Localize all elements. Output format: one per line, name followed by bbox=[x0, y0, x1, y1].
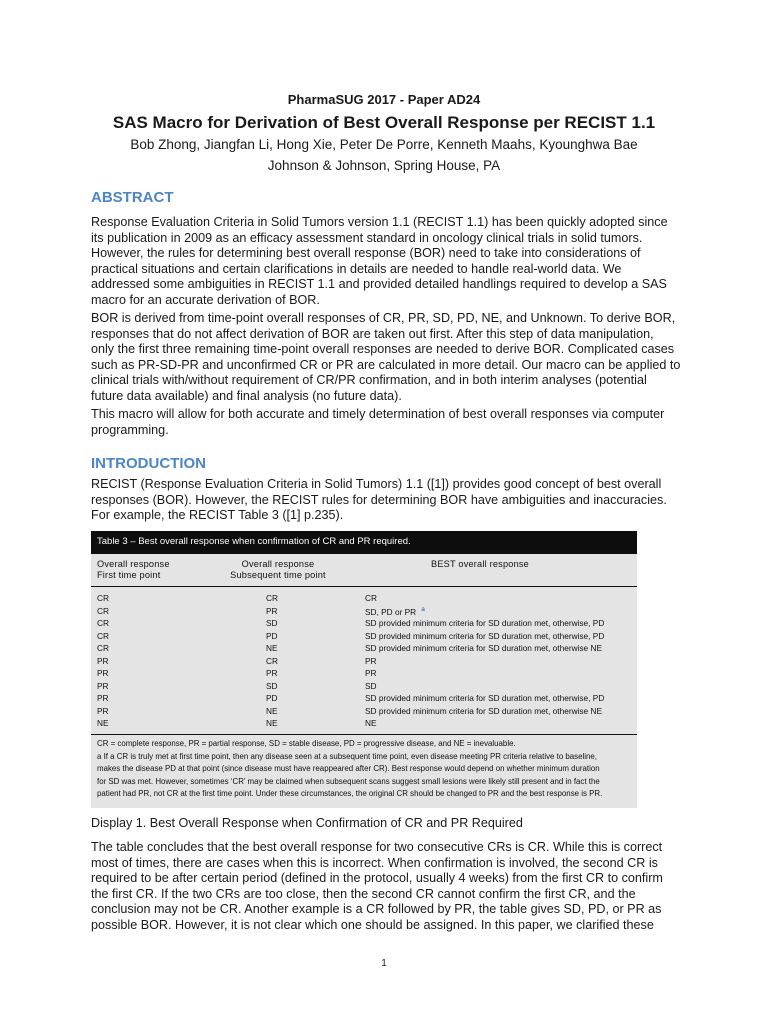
introduction-heading: INTRODUCTION bbox=[91, 455, 206, 472]
table-row: PR NE SD provided minimum criteria for SD duration met, otherwise NE bbox=[97, 705, 603, 716]
abstract-heading: ABSTRACT bbox=[91, 189, 174, 206]
table-header-rule bbox=[91, 586, 637, 587]
table-title-bar bbox=[91, 531, 637, 554]
table-footnote-a: a If a CR is truly met at first time point, then any disease seen at a subsequent time point, even disease meeting PR criteria relative to baseline, bbox=[97, 751, 597, 761]
table-row: CR NE SD provided minimum criteria for SD duration met, otherwise NE bbox=[97, 643, 603, 653]
column-header-first-time-point: Overall response First time point bbox=[97, 559, 170, 580]
page-number: 1 bbox=[381, 958, 387, 969]
table-title: Table 3 – Best overall response when confirmation of CR and PR required. bbox=[97, 536, 411, 547]
table-footnote-abbreviations: CR = complete response, PR = partial response, SD = stable disease, PD = progressive disease, and NE = inevaluable. bbox=[97, 739, 516, 748]
table-row: CR SD SD provided minimum criteria for SD duration met, otherwise, PD bbox=[97, 618, 605, 628]
recist-table-3 bbox=[91, 531, 637, 808]
table-row: CR CR CR bbox=[97, 593, 377, 603]
paper-title: SAS Macro for Derivation of Best Overall Response per RECIST 1.1 bbox=[112, 113, 656, 132]
table-row: CR PD SD provided minimum criteria for SD duration met, otherwise, PD bbox=[97, 630, 605, 641]
table-footnote-a-line: patient had PR, not CR at the first time point. Under these circumstances, the original CR should be changed to PR and the best response is PR. bbox=[97, 789, 603, 798]
table-row: PR CR PR bbox=[97, 655, 377, 666]
abstract-paragraph-1: Response Evaluation Criteria in Solid Tumors version 1.1 (RECIST 1.1) has been quickly adopted since its publication in 2009 as an efficacy assessment standard in oncology clinical trials in solid tumors. However, the rules for determining best overall response (BOR) need to take into considerations of practical situations and certain clarifications in details are needed to handle real-world data. We addressed some ambiguities in RECIST 1.1 and provided detailed handlings required to develop a SAS macro for an accurate derivation of BOR. bbox=[91, 215, 668, 307]
display-caption: Display 1. Best Overall Response when Confirmation of CR and PR Required bbox=[91, 816, 523, 830]
column-header-best-overall-response: BEST overall response bbox=[431, 559, 529, 569]
table-footnote-a-line: makes the disease PD at that point (since disease must have reappeared after CR). Best response would depend on whether minimum duration bbox=[97, 764, 600, 773]
table-row: PR PR PR bbox=[97, 668, 377, 678]
table-footnote-a-line: for SD was met. However, sometimes ‘CR’ may be claimed when subsequent scans suggest small lesions were likely still present and in fact the bbox=[97, 776, 600, 786]
introduction-paragraph-2: The table concludes that the best overall response for two consecutive CRs is CR. While this is correct most of times, there are cases when this is incorrect. When confirmation is involved, the second CR is required to be after certain period (defined in the protocol, usually 4 weeks) from the first CR to confirm the first CR. If the two CRs are too close, then the second CR cannot confirm the first CR, and the conclusion may not be CR. Another example is a CR followed by PR, the table gives SD, PD, or PR as possible BOR. However, it is not clear which one should be assigned. In this paper, we clarified these bbox=[91, 840, 663, 932]
author-list: Bob Zhong, Jiangfan Li, Hong Xie, Peter De Porre, Kenneth Maahs, Kyounghwa Bae bbox=[130, 137, 638, 152]
footnote-marker: a bbox=[421, 605, 425, 613]
abstract-paragraph-3: This macro will allow for both accurate and timely determination of best overall responses via computer programming. bbox=[91, 407, 665, 437]
introduction-paragraph-1: RECIST (Response Evaluation Criteria in Solid Tumors) 1.1 ([1]) provides good concept of best overall responses (BOR). However, the RECIST rules for determining BOR have ambiguities and inaccuracies. For example, the RECIST Table 3 ([1] p.235). bbox=[91, 477, 667, 523]
table-row: NE NE NE bbox=[97, 718, 377, 728]
table-row: PR PD SD provided minimum criteria for SD duration met, otherwise, PD bbox=[97, 693, 605, 703]
affiliation: Johnson & Johnson, Spring House, PA bbox=[267, 158, 501, 173]
table-footer-rule bbox=[91, 734, 637, 735]
column-header-subsequent-time-point: Overall response Subsequent time point bbox=[230, 559, 326, 580]
conference-label: PharmaSUG 2017 - Paper AD24 bbox=[287, 92, 481, 107]
table-row: PR SD SD bbox=[97, 680, 377, 691]
abstract-paragraph-2: BOR is derived from time-point overall responses of CR, PR, SD, PD, NE, and Unknown. To derive BOR, responses that do not affect derivation of BOR are taken out first. After this step of data manipulation, only the first three remaining time-point overall responses are needed to derive BOR. Complicated cases such as PR-SD-PR and unconfirmed CR or PR are calculated in more detail. Our macro can be applied to clinical trials with/without requirement of CR/PR confirmation, and in both interim analyses (potential future data available) and final analysis (no future data). bbox=[91, 311, 681, 403]
table-row: CR PR SD, PD or PR $^a$ bbox=[97, 605, 425, 617]
